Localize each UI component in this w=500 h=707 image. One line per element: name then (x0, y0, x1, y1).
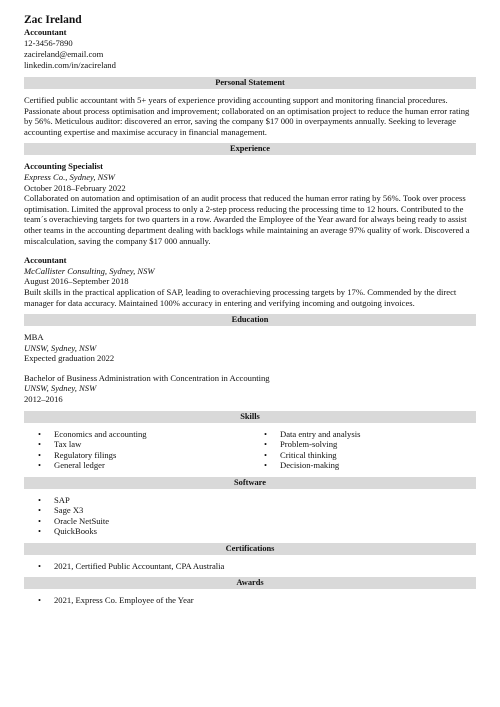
list-item: • 2021, Certified Public Accountant, CPA Australia (54, 561, 476, 572)
job-dates: October 2018–February 2022 (24, 182, 126, 193)
list-item: • 2021, Express Co. Employee of the Year (54, 595, 476, 606)
skills-list (24, 429, 476, 471)
list-item: • Sage X3 (54, 505, 476, 516)
job-description: Built skills in the practical application of SAP, leading to overachieving processing targets by 17%. Commended by the direct manager for data accuracy. Maintained 100% accuracy in entering and verifying incoming and outgoing invoices. (24, 286, 457, 308)
job-company: Express Co., Sydney, NSW (24, 171, 115, 182)
job-title: Accountant (24, 255, 67, 266)
degree-name: Bachelor of Business Administration with Concentration in Accounting (24, 372, 270, 383)
linkedin-url: linkedin.com/in/zacireland (24, 60, 116, 70)
school-name: UNSW, Sydney, NSW (24, 342, 97, 353)
email-address: zacireland@email.com (24, 49, 104, 59)
experience-entry (24, 161, 476, 246)
section-header-skills: Skills (24, 411, 476, 423)
list-item: • Data entry and analysis (280, 429, 476, 440)
education-dates: 2012–2016 (24, 394, 63, 405)
experience-entry (24, 255, 476, 308)
section-header-personal-statement: Personal Statement (24, 77, 476, 89)
job-dates: August 2016–September 2018 (24, 276, 129, 287)
education-entry (24, 373, 476, 405)
skills-column-left (24, 429, 250, 471)
list-item: • Economics and accounting (54, 429, 250, 440)
list-item: • Tax law (54, 439, 250, 450)
degree-name: MBA (24, 332, 44, 343)
section-header-awards: Awards (24, 577, 476, 589)
list-item: • General ledger (54, 460, 250, 471)
school-name: UNSW, Sydney, NSW (24, 383, 97, 394)
list-item: • Regulatory filings (54, 450, 250, 461)
section-header-certifications: Certifications (24, 543, 476, 555)
list-item: • Critical thinking (280, 450, 476, 461)
candidate-name: Zac Ireland (24, 14, 82, 26)
resume-page (24, 14, 476, 606)
job-description: Collaborated on automation and optimisation of an audit process that reduced the human error rating by 56%. Took over process optimisation. Limited the approval process to only a 2-step process reducing the processing time to 12 hours. Contributed to the team´s overachieving targets for two quarters in a row. Awarded the Employee of the Year award for always being ready to assist other teams in the accounting department dealing with backlogs while maintaining an average 97% quality of work. Discovered a miscalculation, saving the company $17 000 annually. (24, 193, 470, 246)
certifications-list (24, 561, 476, 572)
job-title: Accounting Specialist (24, 161, 104, 172)
section-header-software: Software (24, 477, 476, 489)
section-header-experience: Experience (24, 143, 476, 155)
phone-number: 12-3456-7890 (24, 38, 73, 48)
list-item: • Decision-making (280, 460, 476, 471)
resume-header (24, 14, 476, 71)
list-item: • Problem-solving (280, 439, 476, 450)
job-company: McCallister Consulting, Sydney, NSW (24, 265, 155, 276)
skills-column-right (250, 429, 476, 471)
list-item: • QuickBooks (54, 526, 476, 537)
education-dates: Expected graduation 2022 (24, 353, 115, 364)
list-item: • SAP (54, 495, 476, 506)
software-list (24, 495, 476, 537)
awards-list (24, 595, 476, 606)
personal-statement-text: Certified public accountant with 5+ years of experience providing accounting support and monitoring financial procedures. Passionate about process optimisation and improvement; collaborated on an optimisation project to reduce the human error rating by 56%. Meticulous auditor: discovered an error, saving the company $17 000 in overpayments annually. Seeking to leverage accounting expertise and maximise accuracy in financial management. (24, 95, 470, 137)
candidate-title: Accountant (24, 27, 67, 37)
section-header-education: Education (24, 314, 476, 326)
list-item: • Oracle NetSuite (54, 516, 476, 527)
education-entry (24, 332, 476, 364)
